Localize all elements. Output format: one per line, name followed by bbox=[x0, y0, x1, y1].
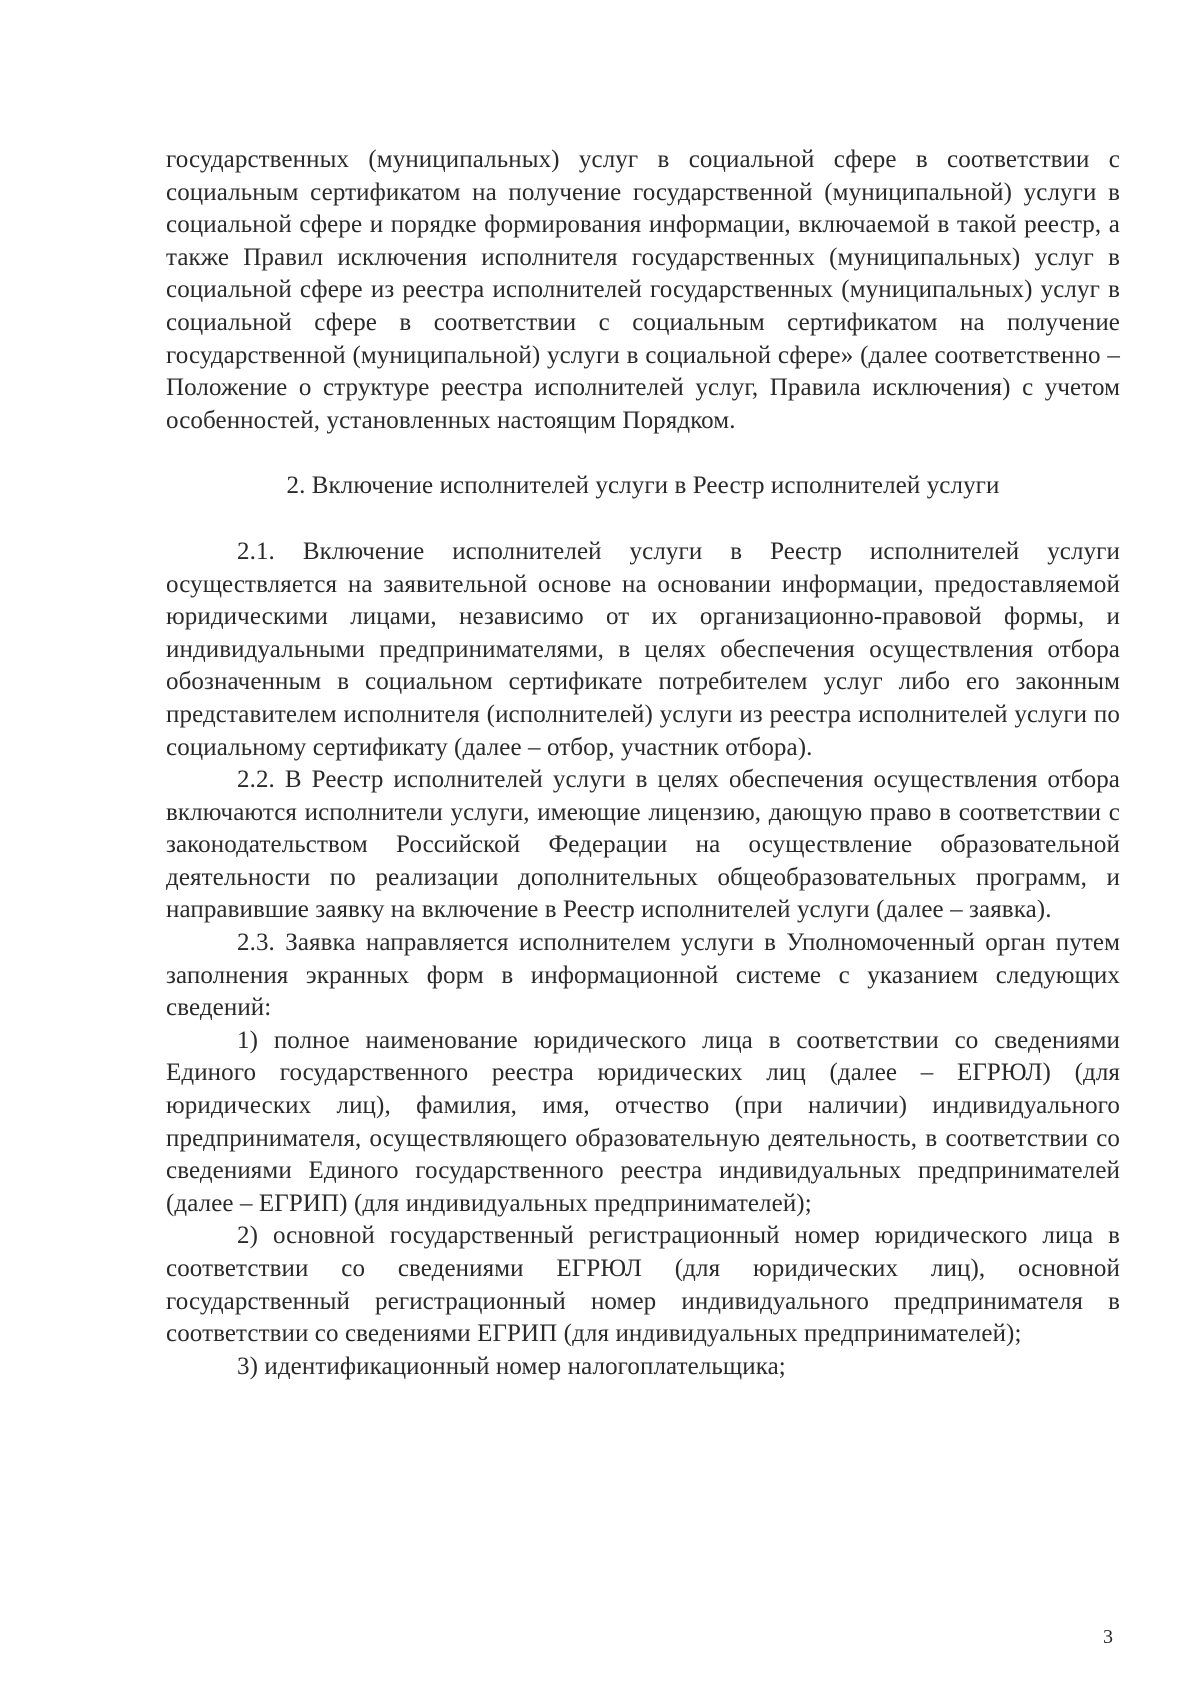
list-item-1: 1) полное наименование юридического лица в соответствии со сведениями Единого государственного реестра юридических лиц (далее – ЕГРЮЛ) (для юридических лиц), фамилия, имя, отчество (при наличии) индивидуального предпринимателя, осуществляющего образовательную деятельность, в соответствии со сведениями Единого государственного реестра индивидуальных предпринимателей (далее – ЕГРИП) (для индивидуальных предпринимателей); bbox=[166, 1026, 1120, 1217]
paragraph-2-3: 2.3. Заявка направляется исполнителем услуги в Уполномоченный орган путем заполнения экранных форм в информационной системе с указанием следующих сведений: bbox=[166, 929, 1120, 1022]
document-body bbox=[166, 144, 1120, 1383]
section-heading: 2. Включение исполнителей услуги в Реестр исполнителей услуги bbox=[286, 472, 1000, 500]
list-item-3: 3) идентификационный номер налогоплательщика; bbox=[237, 1352, 786, 1380]
intro-paragraph: государственных (муниципальных) услуг в социальной сфере в соответствии с социальным сертификатом на получение государственной (муниципальной) услуги в социальной сфере и порядке формирования информации, включаемой в такой реестр, а также Правил исключения исполнителя государственных (муниципальных) услуг в социальной сфере из реестра исполнителей государственных (муниципальных) услуг в социальной сфере в соответствии с социальным сертификатом на получение государственной (муниципальной) услуги в социальной сфере» (далее соответственно – Положение о структуре реестра исполнителей услуг, Правила исключения) с учетом особенностей, установленных настоящим Порядком. bbox=[166, 146, 1120, 434]
paragraph-2-2: 2.2. В Реестр исполнителей услуги в целях обеспечения осуществления отбора включаются исполнители услуги, имеющие лицензию, дающую право в соответствии с законодательством Российской Федерации на осуществление образовательной деятельности по реализации дополнительных общеобразовательных программ, и направившие заявку на включение в Реестр исполнителей услуги (далее – заявка). bbox=[166, 766, 1120, 924]
paragraph-2-1: 2.1. Включение исполнителей услуги в Реестр исполнителей услуги осуществляется на заявительной основе на основании информации, предоставляемой юридическими лицами, независимо от их организационно-правовой формы, и индивидуальными предпринимателями, в целях обеспечения осуществления отбора обозначенным в социальном сертификате потребителем услуг либо его законным представителем исполнителя (исполнителей) услуги из реестра исполнителей услуги по социальному сертификату (далее – отбор, участник отбора). bbox=[166, 537, 1120, 761]
list-item-2: 2) основной государственный регистрационный номер юридического лица в соответствии со сведениями ЕГРЮЛ (для юридических лиц), основной государственный регистрационный номер индивидуального предпринимателя в соответствии со сведениями ЕГРИП (для индивидуальных предпринимателей); bbox=[166, 1222, 1120, 1348]
page-number: 3 bbox=[1103, 1626, 1113, 1648]
